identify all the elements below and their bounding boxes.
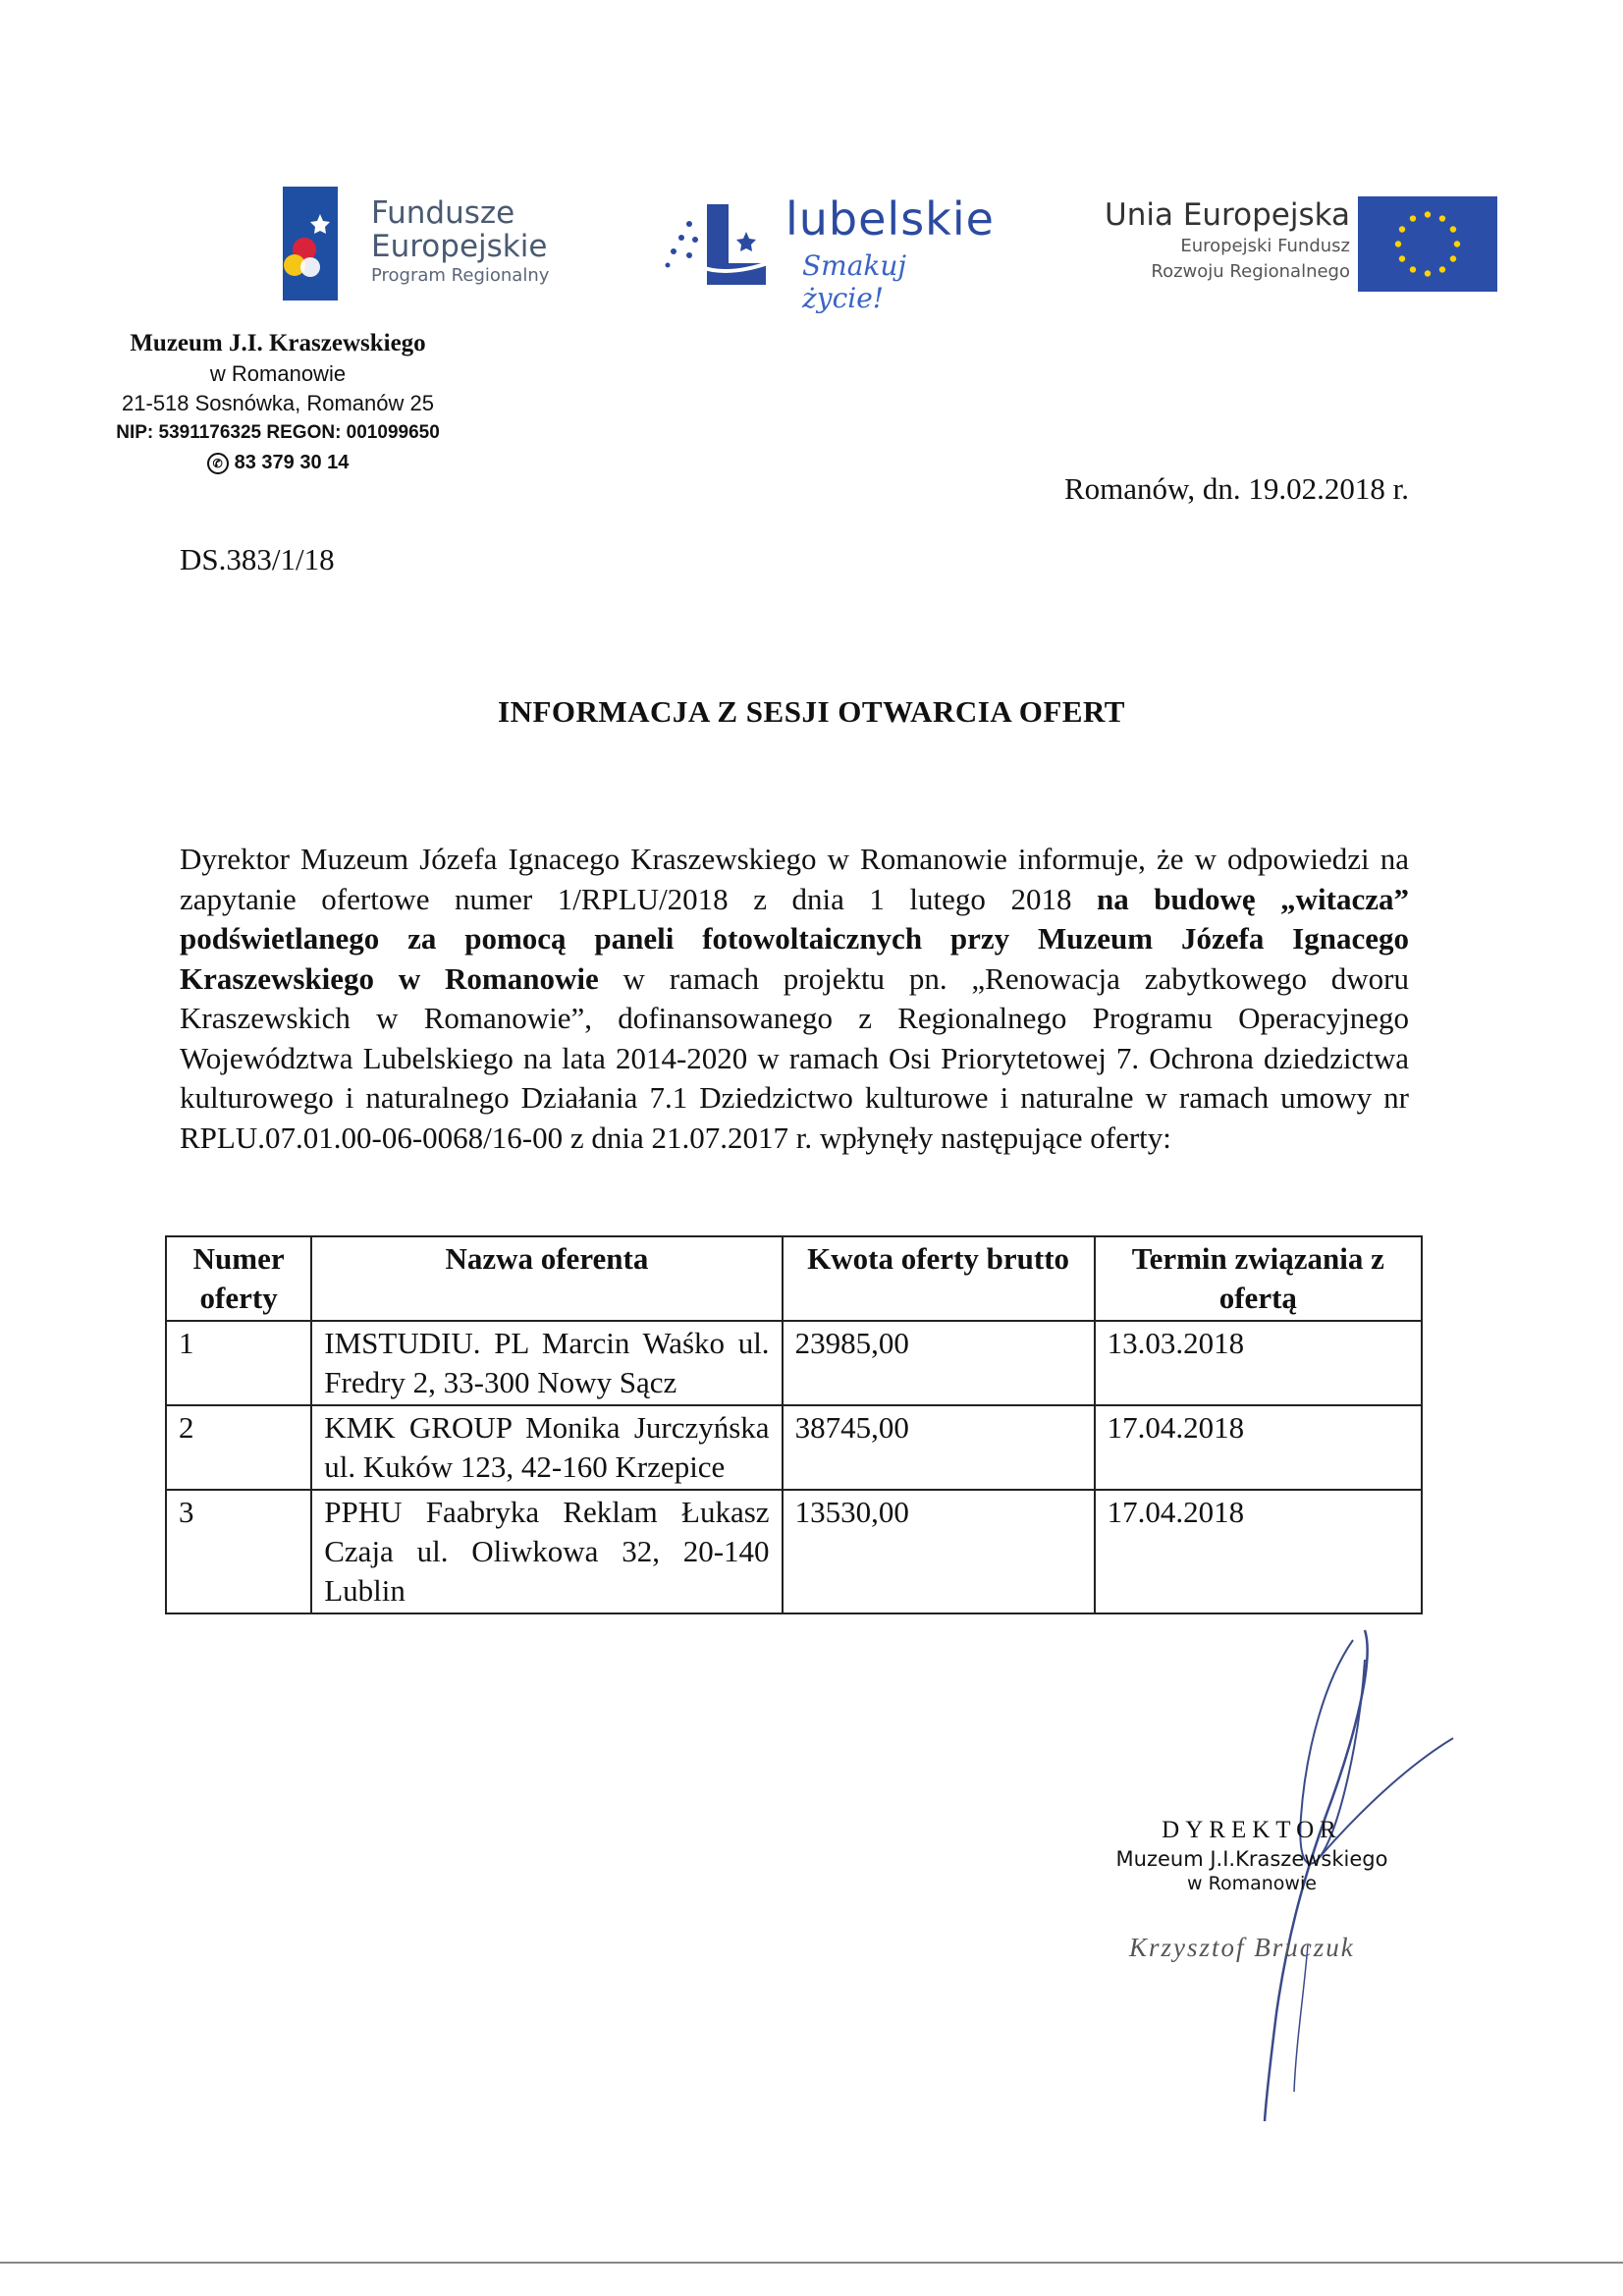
signature-place: w Romanowie	[1187, 1873, 1317, 1894]
eu-star	[1410, 215, 1416, 221]
logo-fundusze-europejskie	[277, 177, 591, 309]
cell-number: 1	[166, 1321, 311, 1405]
header-term: Termin związania z ofertą	[1095, 1236, 1422, 1321]
cell-number: 3	[166, 1490, 311, 1613]
fe-title-line1: Fundusze	[371, 195, 515, 231]
cell-term: 17.04.2018	[1095, 1490, 1422, 1613]
stamp-address: 21-518 Sosnówka, Romanów 25	[122, 391, 434, 415]
cell-term: 13.03.2018	[1095, 1321, 1422, 1405]
stamp-museum-name: Muzeum J.I. Kraszewskiego	[130, 330, 426, 356]
logo-lubelskie	[660, 187, 995, 314]
stamp-phone	[86, 448, 469, 477]
table-header-row	[166, 1236, 1422, 1321]
offers-table	[165, 1235, 1423, 1614]
cell-name: PPHU Faabryka Reklam Łukasz Czaja ul. Oliwkowa 32, 20-140 Lublin	[311, 1490, 782, 1613]
stamp-location: w Romanowie	[209, 361, 347, 386]
place-date: Romanów, dn. 19.02.2018 r.	[1063, 471, 1409, 506]
reference-number: DS.383/1/18	[180, 542, 335, 576]
body-part2: w ramach projektu pn. „Renowacja zabytkowego dworu Kraszewskich w Romanowie”, dofinansowanego z Regionalnego Programu Operacyjnego Województwa Lubelskiego na lata 2014-2020 w ramach Osi Priorytetowej 7. Ochrona dziedzictwa kulturowego i naturalnego Działania 7.1 Dziedzictwo kulturowe i naturalne w ramach umowy nr RPLU.07.01.00-06-0068/16-00 z dnia 21.07.2017 r. wpłynęły następujące oferty:	[180, 960, 1409, 1155]
stamp-phone-number: 83 379 30 14	[234, 452, 350, 473]
lubelskie-tagline: Smakuj życie!	[802, 249, 907, 314]
eu-flag-icon	[1358, 196, 1497, 292]
footer-divider	[0, 2262, 1623, 2264]
header-amount: Kwota oferty brutto	[783, 1236, 1095, 1321]
eu-star	[1395, 241, 1401, 246]
cell-number: 2	[166, 1405, 311, 1490]
signature-org: Muzeum J.I.Kraszewskiego	[1115, 1847, 1388, 1871]
lubelskie-word: lubelskie	[785, 192, 995, 246]
eu-title: Unia Europejska	[1105, 197, 1350, 233]
eu-star	[1454, 241, 1460, 246]
fe-title-line2: Europejskie	[371, 229, 548, 264]
fundusze-europejskie-icon	[277, 181, 344, 306]
lubelskie-icon	[660, 194, 773, 293]
signature-role: DYREKTOR	[1162, 1817, 1342, 1843]
eu-star	[1450, 255, 1456, 261]
eu-star	[1439, 215, 1445, 221]
table-row	[166, 1405, 1422, 1490]
sender-stamp	[86, 328, 469, 477]
eu-star	[1425, 211, 1431, 217]
stamp-ids: NIP: 5391176325 REGON: 001099650	[116, 422, 440, 443]
cell-amount: 13530,00	[783, 1490, 1095, 1613]
cell-amount: 23985,00	[783, 1321, 1095, 1405]
fe-subtitle: Program Regionalny	[371, 265, 550, 286]
phone-icon: ✆	[207, 453, 229, 474]
header-name: Nazwa oferenta	[311, 1236, 782, 1321]
eu-star	[1410, 266, 1416, 272]
cell-term: 17.04.2018	[1095, 1405, 1422, 1490]
eu-star	[1439, 266, 1445, 272]
signature-stamp	[1070, 1815, 1434, 1895]
logo-unia-europejska	[1065, 196, 1497, 300]
header-number: Numer oferty	[166, 1236, 311, 1321]
eu-sub-line1: Europejski Fundusz	[1180, 236, 1350, 256]
table-row	[166, 1321, 1422, 1405]
eu-star	[1399, 255, 1405, 261]
table-row	[166, 1490, 1422, 1613]
eu-star	[1399, 226, 1405, 232]
eu-star	[1425, 270, 1431, 276]
eu-star	[1450, 226, 1456, 232]
body-paragraph	[180, 840, 1409, 1158]
body-bold: na budowę „witacza” podświetlanego za pomocą paneli fotowoltaicznych przy Muzeum Józefa Ignacego Kraszewskiego w Romanowie	[180, 881, 1409, 996]
cell-amount: 38745,00	[783, 1405, 1095, 1490]
cell-name: KMK GROUP Monika Jurczyńska ul. Kuków 123, 42-160 Krzepice	[311, 1405, 782, 1490]
cell-name: IMSTUDIU. PL Marcin Waśko ul. Fredry 2, 33-300 Nowy Sącz	[311, 1321, 782, 1405]
eu-sub-line2: Rozwoju Regionalnego	[1151, 261, 1350, 282]
document-title: INFORMACJA Z SESJI OTWARCIA OFERT	[498, 694, 1125, 729]
signature-person: Krzysztof Bruczuk	[1129, 1933, 1355, 1962]
body-part1: Dyrektor Muzeum Józefa Ignacego Kraszewskiego w Romanowie informuje, że w odpowiedzi na zapytanie ofertowe numer 1/RPLU/2018 z dnia 1 lutego 2018	[180, 842, 1409, 916]
